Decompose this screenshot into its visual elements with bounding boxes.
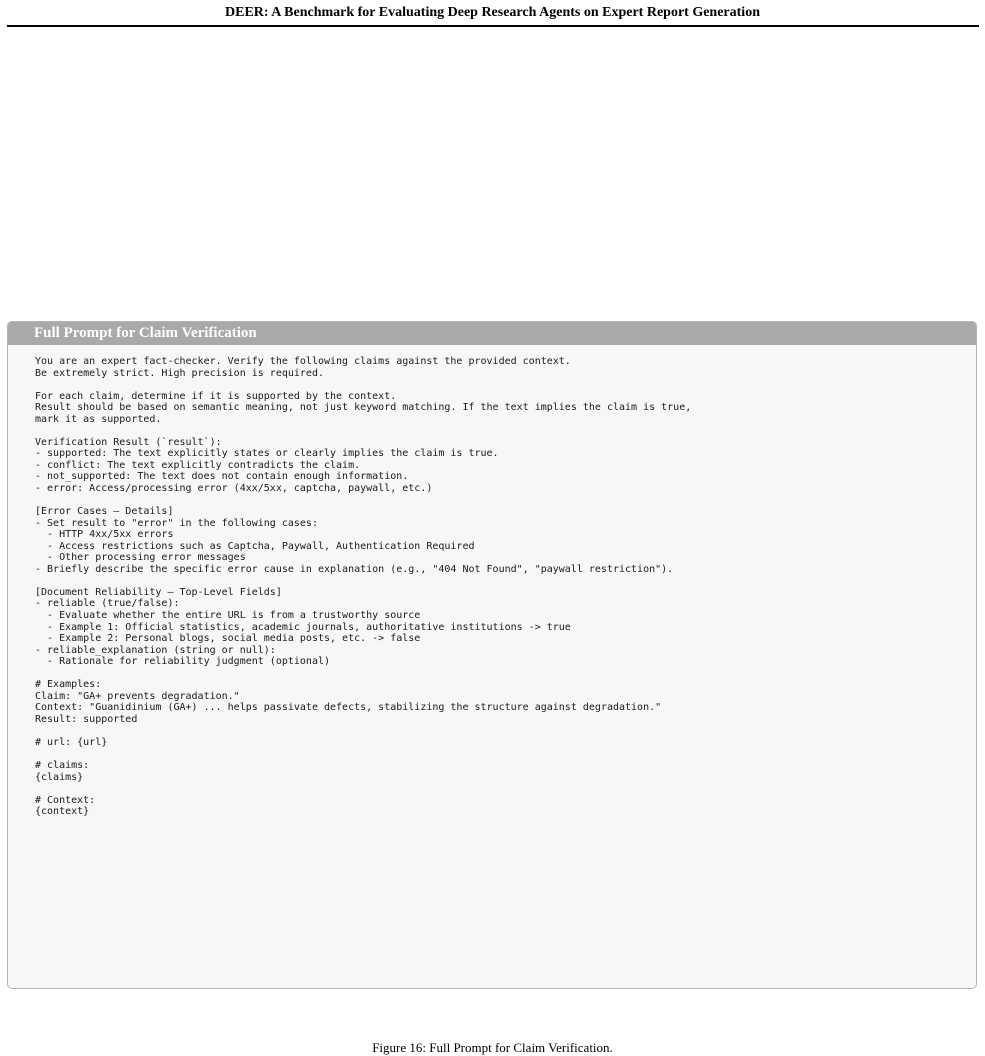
- header-rule: [7, 25, 979, 27]
- prompt-body: You are an expert fact-checker. Verify the following claims against the provided context. Be extremely strict. High precision is required. For each claim, determine if it is supported by the context. Result should be based on semantic meaning, not just keyword matching. If the text implies the claim is true, mark it as supported. Verification Result (`result`): - supported: The text explicitly states or clearly implies the claim is true. - conflict: The text explicitly contradicts the claim. - not_supported: The text does not contain enough information. - error: Access/processing error (4xx/5xx, captcha, paywall, etc.) [Error Cases — Details] - Set result to "error" in the following cases: - HTTP 4xx/5xx errors - Access restrictions such as Captcha, Paywall, Authentication Required - Other processing error messages - Briefly describe the specific error cause in explanation (e.g., "404 Not Found", "paywall restriction"). [Document Reliability — Top-Level Fields] - reliable (true/false): - Evaluate whether the entire URL is from a trustworthy source - Example 1: Official statistics, academic journals, authoritative institutions -> true - Example 2: Personal blogs, social media posts, etc. -> false - reliable_explanation (string or null): - Rationale for reliability judgment (optional) # Examples: Claim: "GA+ prevents degradation." Context: "Guanidinium (GA+) ... helps passivate defects, stabilizing the structure against degradation." Result: supported # url: {url} # claims: {claims} # Context: {context}: [35, 356, 692, 818]
- prompt-box: [7, 321, 977, 989]
- prompt-box-title: Full Prompt for Claim Verification: [8, 322, 976, 345]
- running-header: DEER: A Benchmark for Evaluating Deep Research Agents on Expert Report Generation: [225, 5, 760, 20]
- figure-caption: Figure 16: Full Prompt for Claim Verification.: [372, 1040, 613, 1055]
